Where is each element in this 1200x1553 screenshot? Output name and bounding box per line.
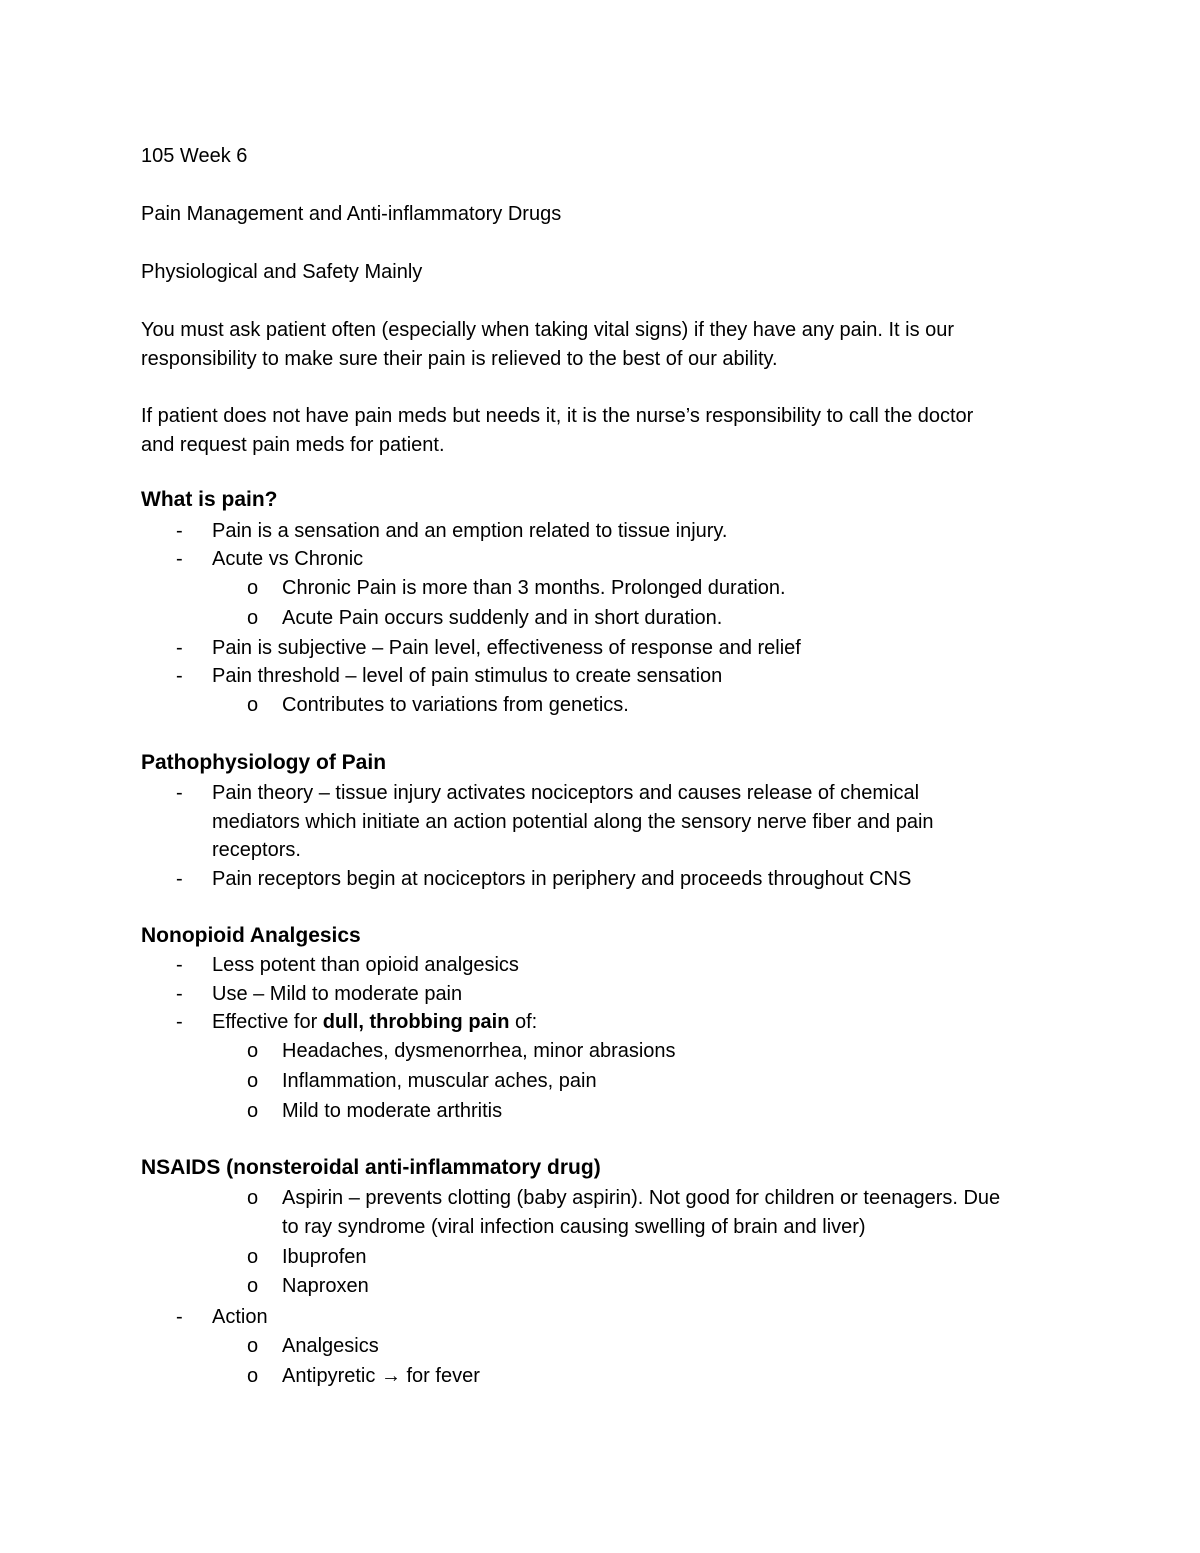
paragraph-2-line-1: If patient does not have pain meds but needs it, it is the nurse’s responsibility to call the doctor — [141, 405, 974, 427]
list-item-continuation: mediators which initiate an action potential along the sensory nerve fiber and pain — [212, 811, 934, 833]
sub-list-item: Mild to moderate arthritis — [282, 1100, 503, 1122]
sub-list-item — [282, 1364, 480, 1388]
circle-bullet: o — [247, 1275, 259, 1297]
circle-bullet: o — [247, 1187, 259, 1209]
dash-bullet: - — [176, 868, 183, 890]
sub-list-item: Headaches, dysmenorrhea, minor abrasions — [282, 1040, 676, 1062]
sub-list-item: Contributes to variations from genetics. — [282, 694, 629, 716]
dash-bullet: - — [176, 1011, 183, 1033]
list-item-text: Effective for — [212, 1011, 323, 1033]
circle-bullet: o — [247, 1246, 259, 1268]
dash-bullet: - — [176, 520, 183, 542]
sub-list-item: Naproxen — [282, 1275, 369, 1297]
circle-bullet: o — [247, 1335, 259, 1357]
list-item: Pain theory – tissue injury activates nociceptors and causes release of chemical — [212, 782, 920, 804]
heading-pathophysiology: Pathophysiology of Pain — [141, 751, 387, 774]
circle-bullet: o — [247, 1070, 259, 1092]
doc-focus: Physiological and Safety Mainly — [141, 261, 423, 283]
circle-bullet: o — [247, 577, 259, 599]
emphasis-text: dull, throbbing pain — [322, 1011, 510, 1033]
circle-bullet: o — [247, 607, 259, 629]
list-item: Pain receptors begin at nociceptors in periphery and proceeds throughout CNS — [212, 868, 912, 890]
heading-nonopioid-analgesics: Nonopioid Analgesics — [141, 924, 361, 947]
circle-bullet: o — [247, 1365, 259, 1387]
dash-bullet: - — [176, 1306, 183, 1328]
paragraph-1-line-2: responsibility to make sure their pain is relieved to the best of our ability. — [141, 348, 778, 370]
circle-bullet: o — [247, 1040, 259, 1062]
list-item: Pain threshold – level of pain stimulus to create sensation — [212, 665, 723, 687]
list-item-text: for fever — [400, 1365, 480, 1387]
list-item-text: Antipyretic — [282, 1365, 381, 1387]
dash-bullet: - — [176, 665, 183, 687]
list-item: Less potent than opioid analgesics — [212, 954, 519, 976]
sub-list-item: Analgesics — [282, 1335, 379, 1357]
arrow-icon: → — [380, 1365, 401, 1387]
paragraph-2-line-2: and request pain meds for patient. — [141, 434, 445, 456]
dash-bullet: - — [176, 983, 183, 1005]
sub-list-item-continuation: to ray syndrome (viral infection causing swelling of brain and liver) — [282, 1216, 866, 1238]
doc-subtitle: Pain Management and Anti-inflammatory Drugs — [141, 203, 562, 225]
sub-list-item: Aspirin – prevents clotting (baby aspirin). Not good for children or teenagers. Due — [282, 1187, 1001, 1209]
heading-nsaids: NSAIDS (nonsteroidal anti-inflammatory drug) — [141, 1156, 601, 1179]
doc-title: 105 Week 6 — [141, 145, 248, 167]
dash-bullet: - — [176, 548, 183, 570]
sub-list-item: Acute Pain occurs suddenly and in short duration. — [282, 607, 723, 629]
list-item: Pain is a sensation and an emption related to tissue injury. — [212, 520, 728, 542]
sub-list-item: Ibuprofen — [282, 1246, 367, 1268]
heading-what-is-pain: What is pain? — [141, 488, 278, 511]
circle-bullet: o — [247, 694, 259, 716]
list-item — [212, 1010, 537, 1034]
dash-bullet: - — [176, 637, 183, 659]
sub-list-item: Chronic Pain is more than 3 months. Prolonged duration. — [282, 577, 786, 599]
sub-list-item: Inflammation, muscular aches, pain — [282, 1070, 597, 1092]
dash-bullet: - — [176, 954, 183, 976]
list-item: Use – Mild to moderate pain — [212, 983, 463, 1005]
paragraph-1-line-1: You must ask patient often (especially when taking vital signs) if they have any pain. It is our — [141, 319, 955, 341]
list-item-continuation: receptors. — [212, 839, 301, 861]
list-item: Pain is subjective – Pain level, effectiveness of response and relief — [212, 637, 801, 659]
list-item: Action — [212, 1306, 268, 1328]
dash-bullet: - — [176, 782, 183, 804]
list-item-text: of: — [509, 1011, 538, 1033]
list-item: Acute vs Chronic — [212, 548, 364, 570]
circle-bullet: o — [247, 1100, 259, 1122]
